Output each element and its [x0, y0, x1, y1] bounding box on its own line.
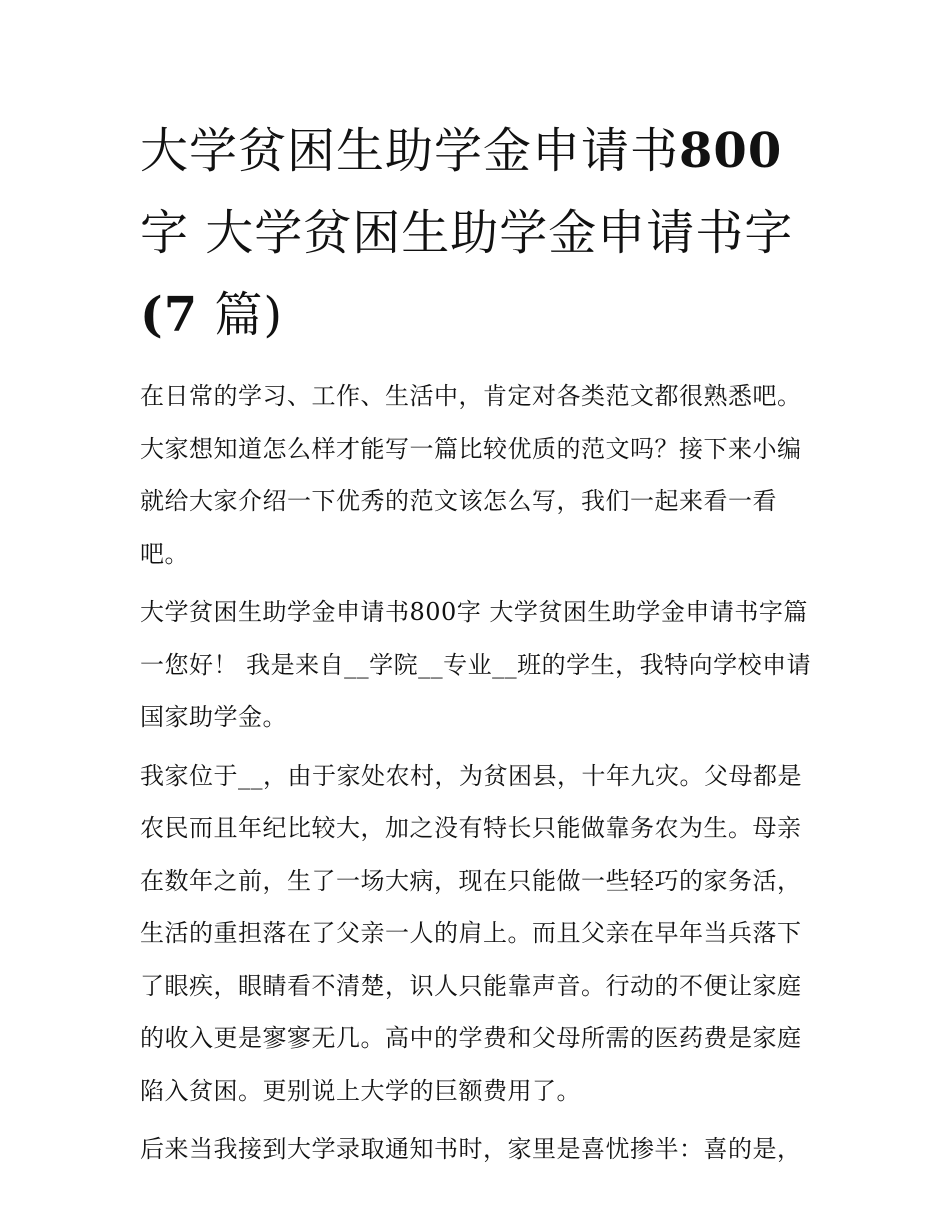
paragraph-letter-opening: 大学贫困生助学金申请书800字 大学贫困生助学金申请书字篇一您好！ 我是来自__学院__专业__班的学生，我特向学校申请国家助学金。: [140, 598, 812, 731]
paragraph-intro: 在日常的学习、工作、生活中，肯定对各类范文都很熟悉吧。大家想知道怎么样才能写一篇比较优质的范文吗？接下来小编就给大家介绍一下优秀的范文该怎么写，我们一起来看一看吧。: [140, 382, 802, 568]
document-content: [140, 110, 820, 1182]
document-title: [140, 110, 820, 356]
title-line3-number: (7: [140, 287, 199, 343]
title-line1-number: 800: [679, 123, 783, 179]
paragraph-family-situation: 我家位于__，由于家处农村，为贫困县，十年九灾。父母都是农民而且年纪比较大，加之没有特长只能做靠务农为生。母亲在数年之前，生了一场大病，现在只能做一些轻巧的家务活，生活的重担落在了父亲一人的肩上。而且父亲在早年当兵落下了眼疾，眼睛看不清楚，识人只能靠声音。行动的不便让家庭的收入更是寥寥无几。高中的学费和父母所需的医药费是家庭陷入贫困。更别说上大学的巨额费用了。: [140, 761, 802, 1105]
paragraph-admission: 后来当我接到大学录取通知书时，家里是喜忧掺半：喜的是，: [140, 1135, 802, 1163]
title-line2: 字 大学贫困生助学金申请书字: [140, 205, 794, 261]
title-line1-text: 大学贫困生助学金申请书: [140, 123, 680, 179]
title-line3-text: 篇): [198, 287, 284, 343]
